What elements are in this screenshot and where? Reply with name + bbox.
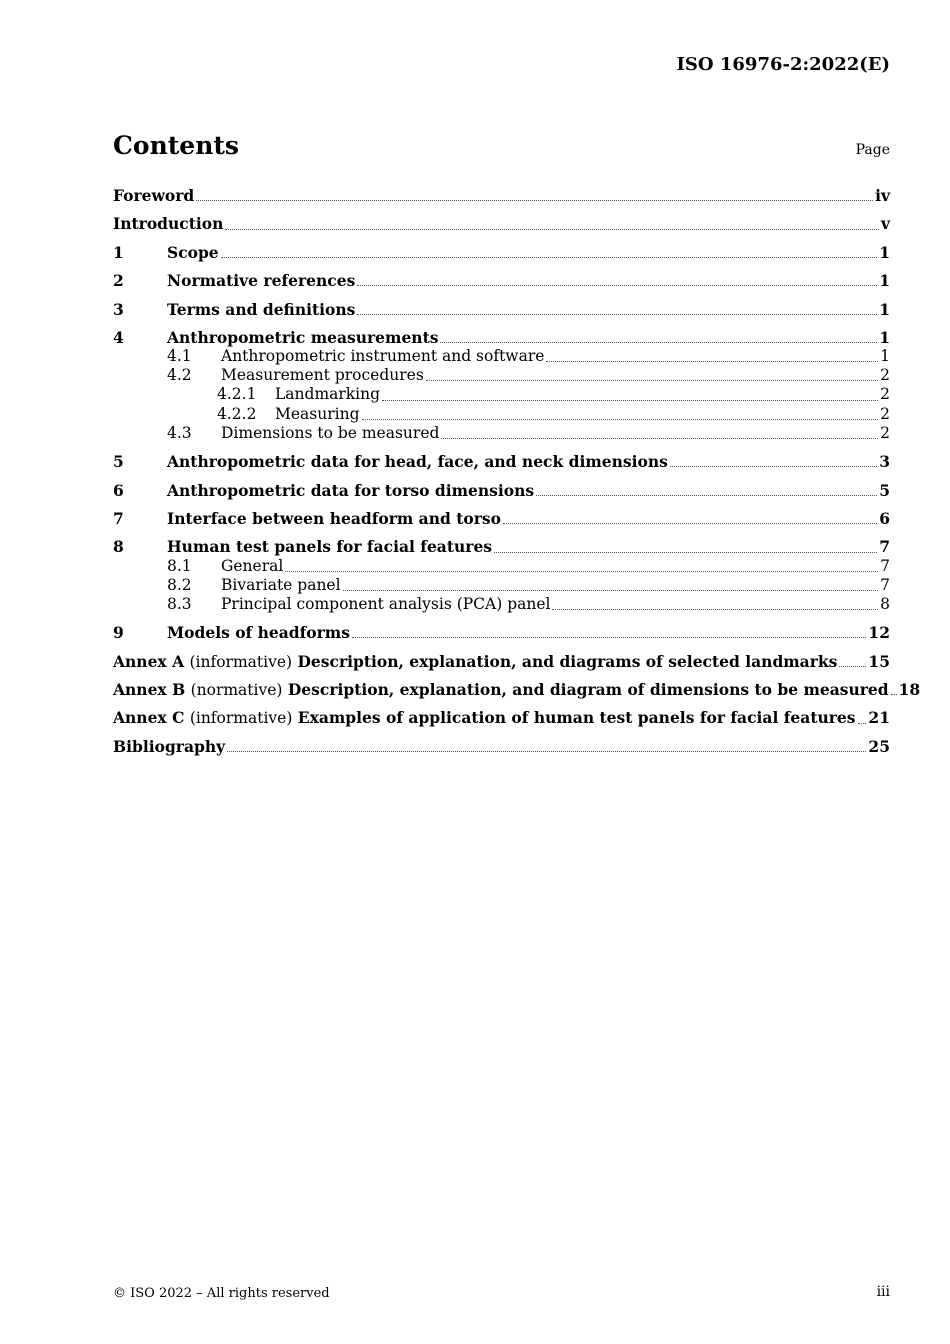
page-column-label: Page	[855, 142, 890, 158]
annex-kind: (informative)	[189, 652, 293, 671]
toc-entry-title	[113, 652, 837, 672]
toc-entry-page: 1	[880, 347, 890, 366]
toc-entry-page: 1	[879, 271, 890, 291]
annex-title: Examples of application of human test panels for facial features	[297, 708, 856, 728]
toc-entry-title: Scope	[167, 242, 219, 262]
toc-entry-torso-data[interactable]	[113, 481, 890, 500]
dot-leader	[382, 400, 878, 401]
toc-entry-page: 2	[880, 385, 890, 404]
toc-entry-scope[interactable]	[113, 243, 890, 262]
toc-entry-measuring[interactable]	[113, 405, 890, 424]
toc-entry-number: 8	[113, 537, 124, 557]
toc-entry-title: Anthropometric measurements	[167, 327, 439, 347]
toc-entry-title: Foreword	[113, 186, 195, 205]
toc-entry-number: 4	[113, 327, 124, 347]
toc-entry-foreword[interactable]	[113, 186, 890, 205]
annex-label: Annex A	[113, 651, 185, 671]
toc-entry-number: 8.2	[167, 575, 192, 594]
toc-entry-number: 1	[113, 242, 124, 262]
toc-entry-number: 4.2	[167, 366, 192, 385]
toc-entry-page: v	[880, 214, 890, 234]
toc-entry-page: 7	[880, 556, 890, 575]
toc-entry-page: 21	[868, 708, 890, 728]
dot-leader	[227, 751, 866, 752]
toc-entry-title	[113, 708, 856, 728]
toc-entry-models-of-headforms[interactable]	[113, 623, 890, 642]
toc-entry-title: Bibliography	[113, 736, 226, 756]
toc-entry-title: Measurement procedures	[221, 366, 424, 385]
dot-leader	[891, 694, 897, 695]
toc-entry-page: 5	[879, 480, 890, 500]
toc-entry-number: 2	[113, 271, 124, 291]
toc-entry-number: 6	[113, 480, 124, 500]
annex-kind: (informative)	[189, 709, 293, 728]
dot-leader	[196, 200, 873, 201]
dot-leader	[552, 609, 878, 610]
dot-leader	[503, 523, 877, 524]
toc-entry-number: 4.2.1	[217, 385, 257, 404]
annex-label: Annex B	[113, 680, 186, 699]
toc-entry-title: General	[221, 556, 284, 575]
annex-label: Annex C	[113, 708, 185, 728]
toc-heading: Contents	[113, 131, 240, 160]
annex-title: Description, explanation, and diagrams of selected landmarks	[297, 651, 838, 671]
toc-entry-page: 7	[880, 575, 890, 594]
toc-entry-terms-and-definitions[interactable]	[113, 300, 890, 319]
dot-leader	[362, 419, 879, 420]
document-id: ISO 16976-2:2022(E)	[676, 54, 890, 75]
toc-entry-page: iv	[875, 186, 890, 205]
toc-entry-annex-a[interactable]	[113, 652, 890, 671]
footer-copyright: © ISO 2022 – All rights reserved	[113, 1286, 330, 1301]
toc-entry-page: 1	[879, 327, 890, 347]
dot-leader	[441, 438, 878, 439]
toc-entry-landmarking[interactable]	[113, 385, 890, 404]
toc-entry-title: Models of headforms	[167, 623, 350, 643]
dot-leader	[536, 495, 877, 496]
toc-entry-introduction[interactable]	[113, 214, 890, 233]
toc-entry-measurement-procedures[interactable]	[113, 366, 890, 385]
toc-entry-title: Interface between headform and torso	[167, 508, 501, 528]
toc-entry-head-face-neck-data[interactable]	[113, 452, 890, 471]
dot-leader	[670, 466, 877, 467]
toc-entry-number: 9	[113, 623, 124, 643]
dot-leader	[858, 723, 867, 724]
toc-entry-normative-references[interactable]	[113, 271, 890, 290]
toc-entry-page: 7	[879, 537, 890, 557]
toc-entry-general[interactable]	[113, 557, 890, 576]
dot-leader	[546, 361, 878, 362]
toc-entry-title: Bivariate panel	[221, 575, 341, 594]
table-of-contents	[113, 186, 921, 756]
toc-entry-page: 2	[880, 423, 890, 442]
dot-leader	[352, 637, 867, 638]
toc-entry-page: 2	[880, 366, 890, 385]
toc-entry-title	[113, 680, 889, 700]
footer-page-number: iii	[876, 1284, 890, 1300]
dot-leader	[494, 552, 877, 553]
toc-entry-number: 4.3	[167, 423, 192, 442]
toc-entry-title: Measuring	[275, 404, 360, 423]
dot-leader	[839, 666, 866, 667]
toc-entry-number: 8.1	[167, 556, 192, 575]
toc-entry-number: 4.2.2	[217, 404, 257, 423]
toc-entry-number: 3	[113, 299, 124, 319]
dot-leader	[225, 229, 879, 230]
toc-entry-title: Introduction	[113, 214, 224, 234]
toc-entry-title: Terms and definitions	[167, 299, 356, 319]
toc-entry-page: 18	[898, 680, 921, 699]
toc-entry-title: Human test panels for facial features	[167, 537, 493, 557]
dot-leader	[426, 380, 878, 381]
toc-entry-page: 3	[879, 452, 890, 472]
toc-entry-page: 2	[880, 404, 890, 423]
toc-entry-number: 7	[113, 508, 124, 528]
dot-leader	[343, 590, 879, 591]
toc-entry-anthropometric-measurements[interactable]	[113, 328, 890, 347]
toc-entry-annex-b[interactable]	[113, 680, 921, 699]
toc-entry-annex-c[interactable]	[113, 708, 890, 727]
toc-entry-bivariate-panel[interactable]	[113, 576, 890, 595]
toc-entry-title: Anthropometric data for head, face, and neck dimensions	[167, 452, 668, 472]
dot-leader	[221, 257, 878, 258]
dot-leader	[357, 285, 877, 286]
dot-leader	[357, 314, 877, 315]
toc-entry-title: Normative references	[167, 271, 356, 291]
toc-entry-page: 25	[868, 736, 890, 756]
toc-entry-headform-torso-interface[interactable]	[113, 509, 890, 528]
toc-entry-title: Dimensions to be measured	[221, 423, 440, 442]
toc-entry-dimensions-to-be-measured[interactable]	[113, 424, 890, 443]
toc-entry-page: 12	[868, 623, 890, 643]
toc-entry-instrument-and-software[interactable]	[113, 347, 890, 366]
toc-entry-page: 8	[880, 594, 890, 613]
annex-kind: (normative)	[190, 681, 283, 699]
toc-entry-title: Principal component analysis (PCA) panel	[221, 594, 551, 613]
toc-entry-page: 15	[868, 651, 890, 671]
toc-entry-bibliography[interactable]	[113, 737, 890, 756]
toc-entry-title: Anthropometric instrument and software	[221, 347, 545, 366]
toc-entry-number: 8.3	[167, 594, 192, 613]
dot-leader	[285, 571, 878, 572]
toc-entry-page: 1	[879, 299, 890, 319]
toc-entry-number: 5	[113, 452, 124, 472]
dot-leader	[440, 342, 877, 343]
toc-entry-pca-panel[interactable]	[113, 595, 890, 614]
toc-entry-human-test-panels[interactable]	[113, 537, 890, 556]
toc-entry-title: Landmarking	[275, 385, 381, 404]
toc-entry-title: Anthropometric data for torso dimensions	[167, 480, 535, 500]
toc-entry-number: 4.1	[167, 347, 192, 366]
annex-title: Description, explanation, and diagram of dimensions to be measured	[287, 680, 889, 699]
toc-entry-page: 1	[879, 242, 890, 262]
toc-entry-page: 6	[879, 508, 890, 528]
